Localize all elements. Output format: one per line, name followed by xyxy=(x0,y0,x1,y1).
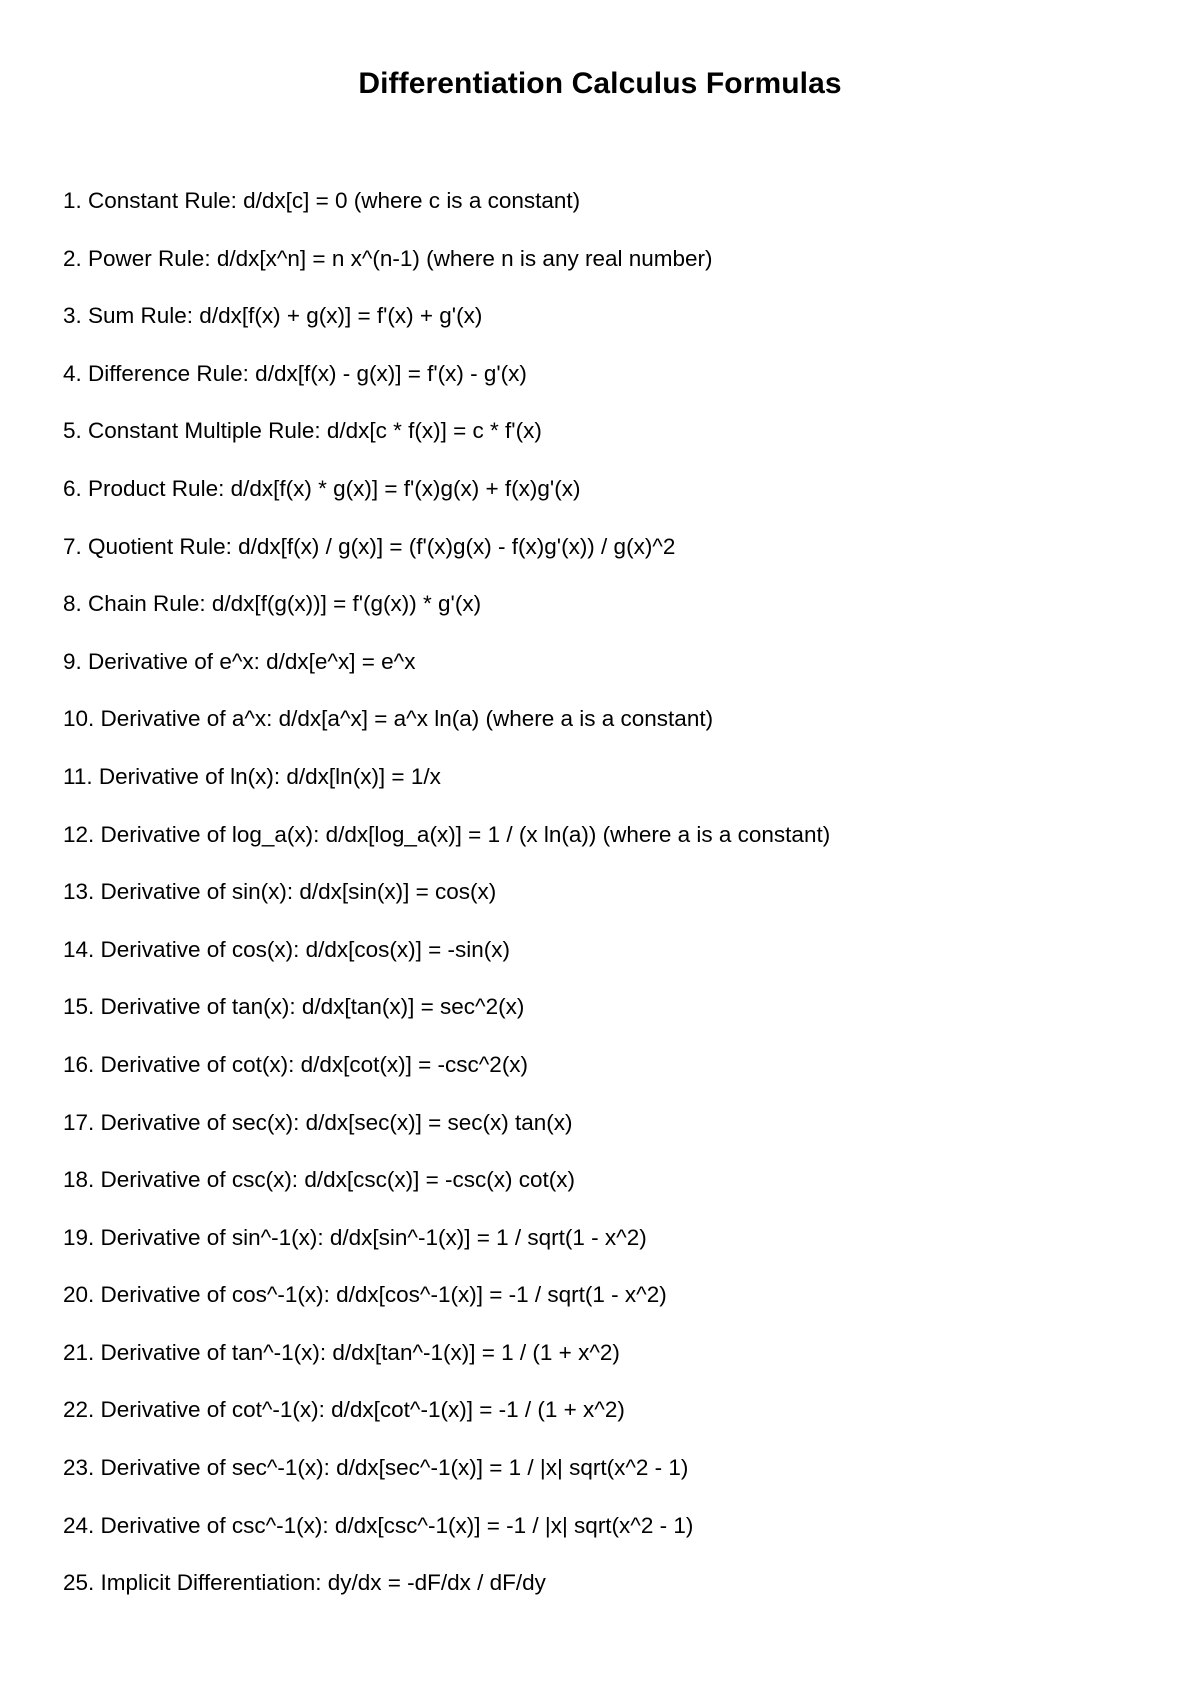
formula-item-20: 20. Derivative of cos^-1(x): d/dx[cos^-1(x)] = -1 / sqrt(1 - x^2) xyxy=(63,1282,667,1308)
formula-item-19: 19. Derivative of sin^-1(x): d/dx[sin^-1(x)] = 1 / sqrt(1 - x^2) xyxy=(63,1224,647,1250)
formula-item-1: 1. Constant Rule: d/dx[c] = 0 (where c is a constant) xyxy=(63,188,581,213)
formula-item-18: 18. Derivative of csc(x): d/dx[csc(x)] = -csc(x) cot(x) xyxy=(63,1167,575,1193)
formula-item-23: 23. Derivative of sec^-1(x): d/dx[sec^-1(x)] = 1 / |x| sqrt(x^2 - 1) xyxy=(63,1455,689,1481)
formula-item-10: 10. Derivative of a^x: d/dx[a^x] = a^x ln(a) (where a is a constant) xyxy=(63,706,714,732)
formula-item-3: 3. Sum Rule: d/dx[f(x) + g(x)] = f'(x) + g'(x) xyxy=(63,303,483,329)
formula-item-12: 12. Derivative of log_a(x): d/dx[log_a(x)] = 1 / (x ln(a)) (where a is a constant) xyxy=(63,821,831,847)
formula-list xyxy=(63,186,1143,1626)
formula-item-11: 11. Derivative of ln(x): d/dx[ln(x)] = 1/x xyxy=(63,763,441,789)
formula-item-22: 22. Derivative of cot^-1(x): d/dx[cot^-1(x)] = -1 / (1 + x^2) xyxy=(63,1397,625,1423)
formula-item-21: 21. Derivative of tan^-1(x): d/dx[tan^-1(x)] = 1 / (1 + x^2) xyxy=(63,1339,620,1365)
formula-item-9: 9. Derivative of e^x: d/dx[e^x] = e^x xyxy=(63,648,416,674)
formula-item-6: 6. Product Rule: d/dx[f(x) * g(x)] = f'(x)g(x) + f(x)g'(x) xyxy=(63,475,581,501)
formula-item-5: 5. Constant Multiple Rule: d/dx[c * f(x)] = c * f'(x) xyxy=(63,418,542,444)
formula-item-17: 17. Derivative of sec(x): d/dx[sec(x)] = sec(x) tan(x) xyxy=(63,1109,573,1135)
formula-item-14: 14. Derivative of cos(x): d/dx[cos(x)] = -sin(x) xyxy=(63,936,510,962)
formula-item-2: 2. Power Rule: d/dx[x^n] = n x^(n-1) (where n is any real number) xyxy=(63,245,713,271)
formula-item-8: 8. Chain Rule: d/dx[f(g(x))] = f'(g(x)) * g'(x) xyxy=(63,591,482,617)
page-title: Differentiation Calculus Formulas xyxy=(358,67,842,100)
formula-item-24: 24. Derivative of csc^-1(x): d/dx[csc^-1(x)] = -1 / |x| sqrt(x^2 - 1) xyxy=(63,1512,694,1538)
formula-item-7: 7. Quotient Rule: d/dx[f(x) / g(x)] = (f'(x)g(x) - f(x)g'(x)) / g(x)^2 xyxy=(63,533,676,559)
formula-item-16: 16. Derivative of cot(x): d/dx[cot(x)] = -csc^2(x) xyxy=(63,1051,529,1077)
formula-item-13: 13. Derivative of sin(x): d/dx[sin(x)] = cos(x) xyxy=(63,879,497,905)
formula-item-15: 15. Derivative of tan(x): d/dx[tan(x)] = sec^2(x) xyxy=(63,994,525,1020)
formula-item-25: 25. Implicit Differentiation: dy/dx = -dF/dx / dF/dy xyxy=(63,1570,546,1596)
formula-item-4: 4. Difference Rule: d/dx[f(x) - g(x)] = f'(x) - g'(x) xyxy=(63,360,527,386)
